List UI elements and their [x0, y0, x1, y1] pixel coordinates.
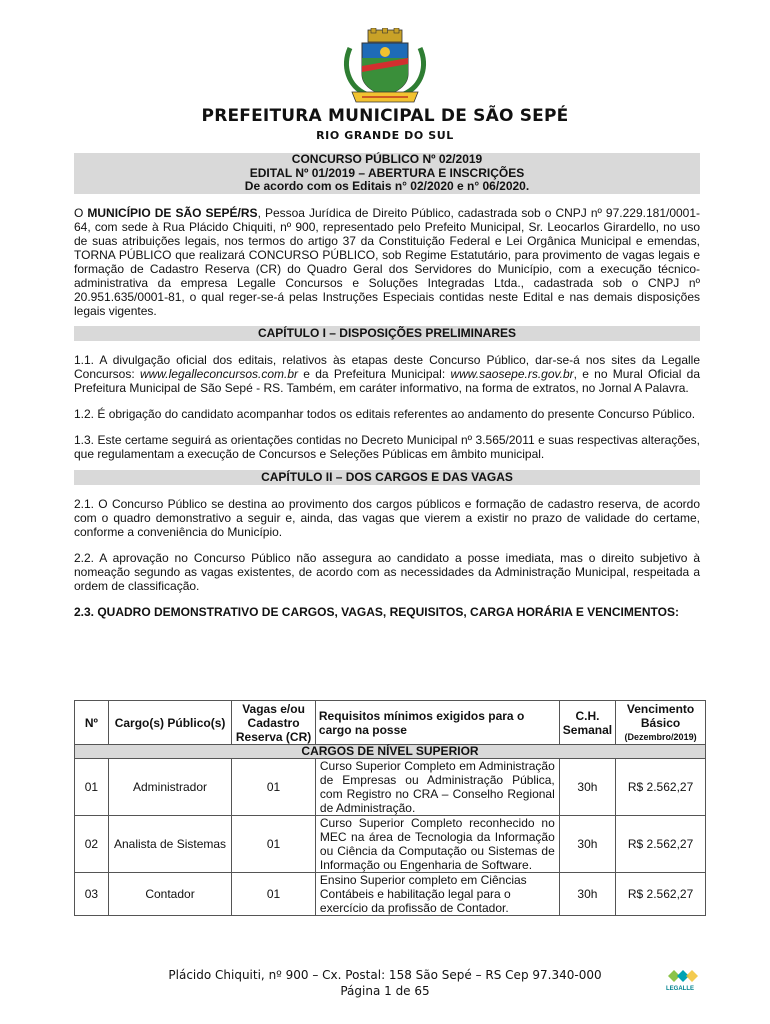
col-header-number: Nº [75, 701, 109, 745]
edital-header [74, 153, 700, 194]
cell-carga-horaria: 30h [559, 816, 615, 873]
col-header-requisitos: Requisitos mínimos exigidos para o cargo na posse [315, 701, 559, 745]
paragraph-2-1: 2.1. O Concurso Público se destina ao provimento dos cargos públicos e formação de cadastro reserva, de acordo com o quadro demonstrativo a seguir e, ainda, das vagas que vierem a existir no prazo de validade do certame, conforme a conveniência do Município. [74, 496, 700, 539]
section-label: CARGOS DE NÍVEL SUPERIOR [75, 745, 706, 759]
cell-number: 03 [75, 873, 109, 916]
page-footer [0, 967, 770, 999]
legalle-logo-icon [660, 964, 700, 996]
col-header-cargo: Cargo(s) Público(s) [108, 701, 231, 745]
municipality-state: RIO GRANDE DO SUL [316, 129, 454, 142]
municipality-title: PREFEITURA MUNICIPAL DE SÃO SEPÉ [201, 106, 569, 126]
edital-title: EDITAL Nº 01/2019 – ABERTURA E INSCRIÇÕES [74, 167, 700, 181]
cell-vagas: 01 [232, 816, 316, 873]
cell-cargo: Administrador [108, 759, 231, 816]
document-body [74, 153, 700, 619]
positions-table-wrapper [74, 700, 706, 916]
paragraph-1-3: 1.3. Este certame seguirá as orientações contidas no Decreto Municipal nº 3.565/2011 e suas respectivas alterações, que regulamentam a execução de Concursos e Seleções Públicas em âmbito municipal. [74, 432, 700, 461]
cell-requisitos: Ensino Superior completo em Ciências Contábeis e habilitação legal para o exercício da profissão de Contador. [315, 873, 559, 916]
p11-text-b: e da Prefeitura Municipal: [298, 366, 451, 381]
paragraph-2-2: 2.2. A aprovação no Concurso Público não assegura ao candidato a posse imediata, mas o direito subjetivo à nomeação segundo as vagas existentes, de acordo com as necessidades da Administração Municipal, respeitada a ordem de classificação. [74, 550, 700, 593]
section-row-superior [75, 745, 706, 759]
cell-vencimento: R$ 2.562,27 [616, 759, 706, 816]
intro-prefix: O [74, 205, 88, 220]
legalle-link[interactable]: www.legalleconcursos.com.br [139, 366, 299, 381]
col-header-carga-horaria: C.H. Semanal [559, 701, 615, 745]
municipal-coat-of-arms-icon [338, 28, 432, 104]
table-row [75, 816, 706, 873]
table-row [75, 759, 706, 816]
cell-vagas: 01 [232, 759, 316, 816]
cell-cargo: Contador [108, 873, 231, 916]
intro-text: , Pessoa Jurídica de Direito Público, cadastrada sob o CNPJ nº 97.229.181/0001-64, com sede à Rua Plácido Chiquiti, nº 900, representado pelo Prefeito Municipal, Sr. Leocarlos Girardello, no uso de suas atribuições legais, nos termos do artigo 37 da Constituição Federal e Lei Orgânica Municipal e emendas, TORNA PÚBLICO que realizará CONCURSO PÚBLICO, sob Regime Estatutário, para provimento de vagas legais e formação de Cadastro Reserva (CR) do Quadro Geral dos Servidores do Município, com a execução técnico-administrativa da empresa Legalle Concursos e Soluções Integradas Ltda., cadastrada sob o CNPJ nº 20.951.635/0001-81, o qual reger-se-á pelas Instruções Especiais contidas neste Edital e nas demais disposições legais vigentes. [74, 205, 701, 318]
cell-carga-horaria: 30h [559, 759, 615, 816]
cell-vagas: 01 [232, 873, 316, 916]
paragraph-1-2: 1.2. É obrigação do candidato acompanhar todos os editais referentes ao andamento do presente Concurso Público. [74, 406, 696, 421]
intro-paragraph [74, 206, 700, 318]
edital-reference: De acordo com os Editais n° 02/2020 e n° 06/2020. [74, 180, 700, 194]
page-number: Página 1 de 65 [340, 984, 430, 998]
footer-address: Plácido Chiquiti, nº 900 – Cx. Postal: 158 São Sepé – RS Cep 97.340-000 [168, 968, 602, 982]
p11-text-c: , e no Mural Oficial da Prefeitura Municipal de São Sepé - RS. Também, em caráter informativo, na forma de extratos, no Jornal A Palavra. [74, 366, 701, 395]
vencimento-label: Vencimento Básico [626, 701, 695, 730]
concurso-title: CONCURSO PÚBLICO Nº 02/2019 [74, 153, 700, 167]
intro-municipality: MUNICÍPIO DE SÃO SEPÉ/RS [87, 205, 258, 220]
cell-vencimento: R$ 2.562,27 [616, 816, 706, 873]
col-header-vagas: Vagas e/ou Cadastro Reserva (CR) [232, 701, 316, 745]
cell-vencimento: R$ 2.562,27 [616, 873, 706, 916]
prefeitura-link[interactable]: www.saosepe.rs.gov.br [450, 366, 574, 381]
cell-number: 02 [75, 816, 109, 873]
paragraph-1-1 [74, 353, 700, 395]
positions-table [74, 700, 706, 916]
chapter-1-title: CAPÍTULO I – DISPOSIÇÕES PRELIMINARES [74, 326, 700, 341]
vencimento-date: (Dezembro/2019) [624, 731, 697, 742]
col-header-vencimento [616, 701, 706, 745]
chapter-2-title: CAPÍTULO II – DOS CARGOS E DAS VAGAS [74, 470, 700, 485]
cell-cargo: Analista de Sistemas [108, 816, 231, 873]
table-row [75, 873, 706, 916]
cell-carga-horaria: 30h [559, 873, 615, 916]
cell-number: 01 [75, 759, 109, 816]
cell-requisitos: Curso Superior Completo reconhecido no MEC na área de Tecnologia da Informação ou Ciência da Computação ou Sistemas de Informação ou Engenharia de Software. [315, 816, 559, 873]
legalle-logo-text: LEGALLE [666, 986, 694, 992]
quadro-title: 2.3. QUADRO DEMONSTRATIVO DE CARGOS, VAGAS, REQUISITOS, CARGA HORÁRIA E VENCIMENTOS: [74, 604, 679, 619]
table-header-row [75, 701, 706, 745]
cell-requisitos: Curso Superior Completo em Administração de Empresas ou Administração Pública, com Registro no CRA – Conselho Regional de Administração. [315, 759, 559, 816]
p11-text-a: 1.1. A divulgação oficial dos editais, relativos às etapas deste Concurso Público, dar-se-á nos sites da Legalle Concursos: [74, 352, 700, 381]
